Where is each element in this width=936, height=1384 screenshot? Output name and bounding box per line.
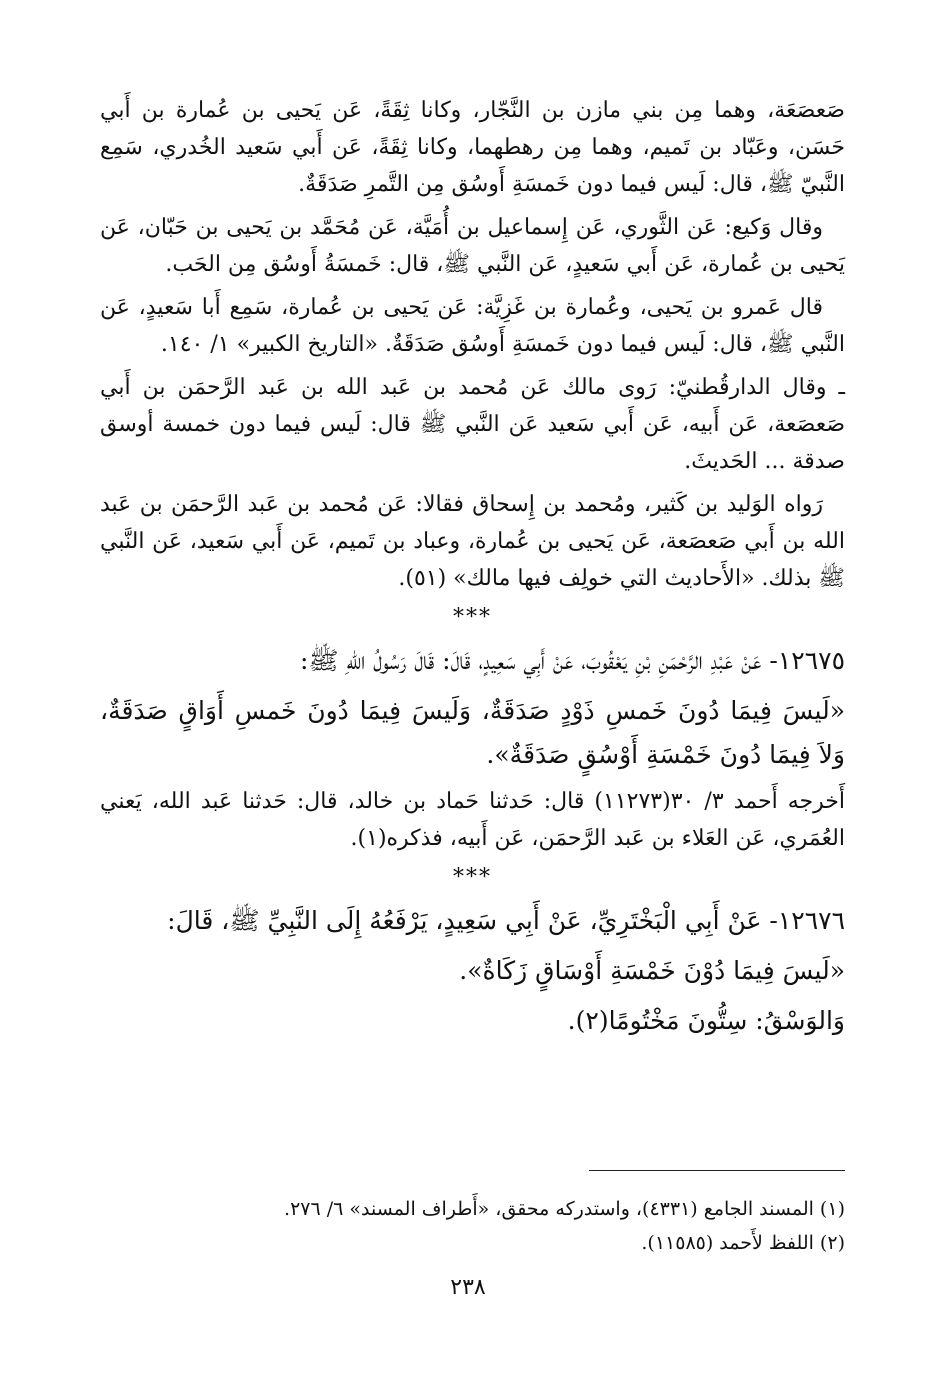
section-separator-1: *** [453, 605, 492, 630]
paragraph-4: ـ وقال الدارقُطنيّ: رَوى مالك عَن مُحمد بن عَبد الله بن عَبد الرَّحمَن بن أَبي صَعصَعة، عَن أَبيه، عَن أَبي سَعيد عَن النَّبي ﷺ قال: لَيس فيما دون خمسة أوسق صدقة ... الحَديثَ. [100, 375, 845, 474]
hadith-12676-text: «لَيسَ فِيمَا دُوْنَ خَمْسَةِ أَوْسَاقٍ زَكَاةٌ». [459, 956, 845, 985]
paragraph-3: قال عَمرو بن يَحيى، وعُمارة بن غَزِيَّة: عَن يَحيى بن عُمارة، سَمِع أَبا سَعيدٍ، عَن النَّبي ﷺ، قال: لَيس فيما دون خَمسَةِ أَوسُق صَدَقَةٌ. «التاريخ الكبير» ١/ ١٤٠. [100, 295, 845, 357]
footnote-divider [589, 1170, 845, 1171]
paragraph-2: وقال وَكيع: عَن الثَّوري، عَن إِسماعيل بن أُمَيَّة، عَن مُحَمَّد بن يَحيى بن حَبّان، عَن يَحيى بن عُمارة، عَن أَبي سَعيدٍ، عَن النَّبي ﷺ، قال: خَمسَةُ أَوسُق مِن الحَب. [100, 215, 845, 277]
hadith-12675-text: «لَيسَ فِيمَا دُونَ خَمسِ ذَوْدٍ صَدَقَةٌ، وَلَيسَ فِيمَا دُونَ خَمسِ أَوَاقٍ صَدَقَةٌ، وَلاَ فِيمَا دُونَ خَمْسَةِ أَوْسُقٍ صَدَقَةٌ». [100, 696, 845, 769]
footnote-2: (٢) اللفظ لأَحمد (١١٥٨٥). [641, 1232, 845, 1254]
page-body [100, 92, 845, 1049]
section-separator-2: *** [453, 865, 492, 890]
page-number: ٢٣٨ [450, 1275, 486, 1300]
hadith-12676-heading: ١٢٦٧٦- عَنْ أَبِي الْبَخْتَرِيِّ، عَنْ أَبِي سَعِيدٍ، يَرْفَعُهُ إِلَى النَّبِيِّ ﷺ، قَالَ: [167, 906, 845, 935]
paragraph-5: رَواه الوَليد بن كَثير، ومُحمد بن إِسحاق فقالا: عَن مُحمد بن عَبد الرَّحمَن بن عَبد الله بن أَبي صَعصَعة، عَن يَحيى بن عُمارة، وعباد بن تَميم، عَن أَبي سَعيد، عَن النَّبي ﷺ بذلك. «الأَحاديث التي خولِف فيها مالك» (٥١). [100, 492, 845, 591]
footnotes [100, 1192, 845, 1260]
hadith-12676-note: وَالوَسْقُ: سِتُّونَ مَخْتُومًا(٢). [567, 1006, 845, 1035]
hadith-12675-heading: ١٢٦٧٥- عَنْ عَبْدِ الرَّحْمَنِ بْنِ يَعْقُوبَ، عَنْ أَبِي سَعِيدٍ، قَالَ: قَالَ رَسُولُ اللهِ ﷺ: [299, 646, 845, 675]
paragraph-1: صَعصَعَة، وهما مِن بني مازن بن النَّجّار، وكانا ثِقَةً، عَن يَحيى بن عُمارة بن أَبي حَسَن، وعَبّاد بن تَميم، وهما مِن رهطهما، وكانا ثِقَةً، عَن أَبي سَعيد الخُدري، سَمِع النَّبيّ ﷺ، قال: لَيس فيما دون خَمسَةِ أَوسُق مِن التَّمرِ صَدَقَةٌ. [100, 98, 845, 197]
hadith-12675-takhrij: أَخرجه أَحمد ٣/ ٣٠(١١٢٧٣) قال: حَدثنا حَماد بن خالد، قال: حَدثنا عَبد الله، يَعني العُمَري، عَن العَلاء بن عَبد الرَّحمَن، عَن أَبيه، فذكره(١). [100, 789, 846, 851]
footnote-1: (١) المسند الجامع (٤٣٣١)، واستدركه محقق، «أَطراف المسند» ٦/ ٢٧٦. [284, 1198, 845, 1220]
